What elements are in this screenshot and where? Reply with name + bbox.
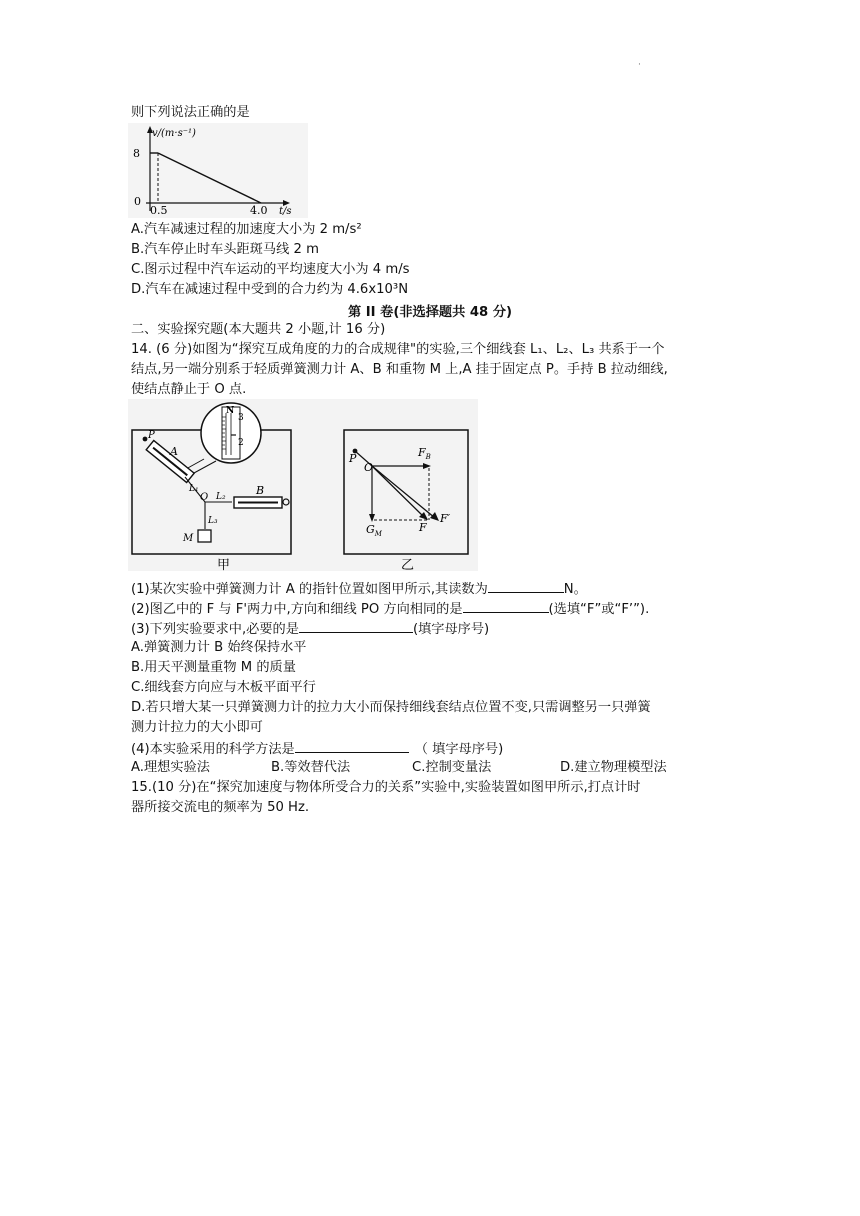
answer-blank-2[interactable] xyxy=(463,599,549,613)
t-axis-label: t/s xyxy=(279,206,292,217)
experiment-figure xyxy=(128,399,478,571)
question-intro: 则下列说法正确的是 xyxy=(131,105,250,120)
q14-sub1 xyxy=(131,579,587,599)
q14-sub4-option-a: A.理想实验法 xyxy=(131,760,210,775)
label-l3: L₃ xyxy=(208,516,218,526)
q13-option-b: B.汽车停止时车头距斑马线 2 m xyxy=(131,242,319,257)
section-title: 第 II 卷(非选择题共 48 分) xyxy=(347,305,513,320)
scale-unit-n: N xyxy=(226,406,235,416)
q14-sub4-hint: （ 填字母序号) xyxy=(414,742,504,757)
tick-4-0: 4.0 xyxy=(250,204,268,217)
label-l1: L₁ xyxy=(189,484,199,494)
label-a: A xyxy=(170,445,178,458)
q14-sub4-option-c: C.控制变量法 xyxy=(412,760,492,775)
caption-yi: 乙 xyxy=(401,558,415,571)
weight-m xyxy=(198,530,211,542)
label-o-right: O xyxy=(364,461,374,474)
caption-jia: 甲 xyxy=(217,558,231,571)
label-p-right: P xyxy=(349,452,357,465)
q14-stem-line-1: 14. (6 分)如图为“探究互成角度的力的合成规律"的实验,三个细线套 L₁、L₂、L₃ 共系于一个 xyxy=(131,342,665,357)
section-subtitle: 二、实验探究题(本大题共 2 小题,计 16 分) xyxy=(131,322,386,337)
q14-sub2-text: (2)图乙中的 F 与 F'两力中,方向和细线 PO 方向相同的是 xyxy=(131,602,463,617)
q14-sub4 xyxy=(131,739,503,759)
answer-blank-4[interactable] xyxy=(295,739,409,753)
answer-blank-3[interactable] xyxy=(299,619,413,633)
q14-sub4-option-d: D.建立物理模型法 xyxy=(560,760,667,775)
scale-3: 3 xyxy=(238,413,244,423)
label-o-left: O xyxy=(200,492,209,503)
q14-sub3-option-d-cont: 测力计拉力的大小即可 xyxy=(131,720,263,735)
tick-0-5: 0.5 xyxy=(150,204,168,217)
q14-sub4-text: (4)本实验采用的科学方法是 xyxy=(131,742,295,757)
q15-stem-line-1: 15.(10 分)在“探究加速度与物体所受合力的关系”实验中,实验装置如图甲所示,打点计时 xyxy=(131,780,641,795)
velocity-time-graph xyxy=(128,123,308,218)
q14-sub3-option-c: C.细线套方向应与木板平面平行 xyxy=(131,680,316,695)
answer-blank-1[interactable] xyxy=(488,579,564,593)
q14-sub2-hint: (选填“F”或“F’”). xyxy=(548,602,650,617)
q14-sub3-option-d: D.若只增大某一只弹簧测力计的拉力大小而保持细线套结点位置不变,只需调整另一只弹簧 xyxy=(131,700,651,715)
tick-8: 8 xyxy=(133,147,140,160)
q14-sub1-text: (1)某次实验中弹簧测力计 A 的指针位置如图甲所示,其读数为 xyxy=(131,582,488,597)
q14-sub3-hint: (填字母序号) xyxy=(412,622,490,637)
q14-sub3-text: (3)下列实验要求中,必要的是 xyxy=(131,622,299,637)
label-l2: L₂ xyxy=(216,492,226,502)
v-axis-label: v/(m·s⁻¹) xyxy=(152,128,196,139)
label-p-left: P xyxy=(148,430,155,441)
page-dot: · xyxy=(638,60,641,70)
q13-option-a: A.汽车减速过程的加速度大小为 2 m/s² xyxy=(131,222,362,237)
q15-stem-line-2: 器所接交流电的频率为 50 Hz. xyxy=(131,800,310,815)
q14-sub4-options xyxy=(131,759,667,777)
q14-stem-line-2: 结点,另一端分别系于轻质弹簧测力计 A、B 和重物 M 上,A 挂于固定点 P。手持 B 拉动细线, xyxy=(131,362,668,377)
q14-sub3 xyxy=(131,619,489,639)
q14-sub3-option-b: B.用天平测量重物 M 的质量 xyxy=(131,660,296,675)
q14-sub3-option-a: A.弹簧测力计 B 始终保持水平 xyxy=(131,640,307,655)
q14-sub4-option-b: B.等效替代法 xyxy=(271,760,351,775)
fixed-point-p xyxy=(143,437,148,442)
scale-2: 2 xyxy=(238,438,244,448)
q14-sub2 xyxy=(131,599,649,619)
label-f-prime: F′ xyxy=(440,512,451,525)
label-fb: $F_B$ xyxy=(418,446,431,461)
label-m: M xyxy=(183,533,194,544)
q13-option-c: C.图示过程中汽车运动的平均速度大小为 4 m/s xyxy=(131,262,410,277)
label-f: F xyxy=(419,521,427,534)
label-b: B xyxy=(256,484,265,497)
q14-stem-line-3: 使结点静止于 O 点. xyxy=(131,382,247,397)
q14-sub1-unit: N。 xyxy=(563,582,587,597)
tick-origin: 0 xyxy=(134,195,141,208)
q13-option-d: D.汽车在减速过程中受到的合力约为 4.6x10³N xyxy=(131,282,409,297)
label-gm: $G_M$ xyxy=(366,523,382,538)
